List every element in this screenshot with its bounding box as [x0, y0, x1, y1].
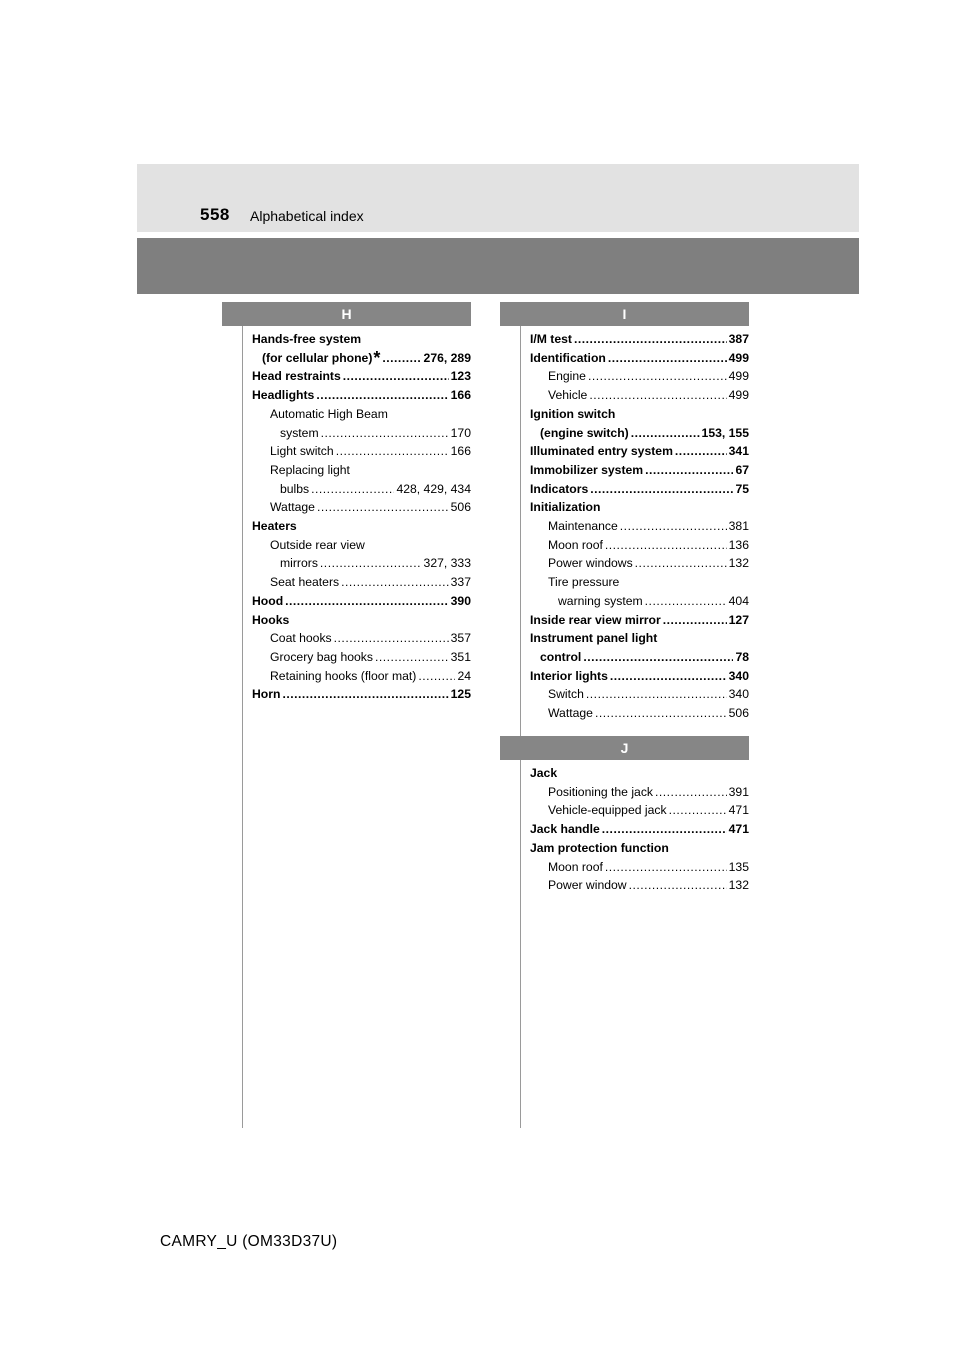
page-ref: 327, 333 [423, 556, 471, 571]
page-ref: 125 [450, 687, 471, 702]
page-ref: 340 [728, 687, 749, 702]
column-divider-left [242, 302, 243, 1128]
page-ref: 170 [450, 425, 471, 440]
entries-h [252, 326, 471, 704]
page-ref: 391 [728, 784, 749, 799]
index-entry: Jack handle ..... 471 [530, 820, 749, 839]
page-ref: 136 [728, 537, 749, 552]
page-ref: 341 [728, 444, 749, 459]
index-entry: Initialization [530, 500, 601, 515]
page-ref: 357 [450, 631, 471, 646]
index-entry: Hooks [252, 612, 290, 627]
index-subentry: Positioning the jack ..... 391 [530, 783, 749, 802]
index-subentry: Grocery bag hooks ..... 351 [252, 648, 471, 667]
page-ref: 75 [735, 481, 749, 496]
index-subentry: Power window ..... 132 [530, 876, 749, 895]
index-entry: Jam protection function [530, 840, 669, 855]
letter-header-i: I [500, 302, 749, 326]
index-entry: Illuminated entry system ..... 341 [530, 442, 749, 461]
index-subentry: Outside rear view [270, 537, 365, 552]
index-subentry: Automatic High Beam [270, 406, 388, 421]
index-entry: Head restraints ..... 123 [252, 367, 471, 386]
section-title: Alphabetical index [250, 208, 364, 224]
header-bar [137, 164, 859, 232]
page-ref: 132 [728, 556, 749, 571]
index-subentry: Switch ..... 340 [530, 685, 749, 704]
page-ref: 78 [735, 649, 749, 664]
page-ref: 428, 429, 434 [396, 481, 471, 496]
page-ref: 166 [450, 444, 471, 459]
index-subentry: mirrors ..... 327, 333 [252, 554, 471, 573]
index-entry: Inside rear view mirror ..... 127 [530, 611, 749, 630]
page-ref: 381 [728, 519, 749, 534]
index-subentry: bulbs ..... 428, 429, 434 [252, 480, 471, 499]
page-ref: 351 [450, 649, 471, 664]
column-divider-middle [520, 302, 521, 1128]
page-ref: 24 [457, 668, 471, 683]
index-column-j [530, 736, 749, 895]
index-entry: Indicators ..... 75 [530, 480, 749, 499]
index-subentry: Moon roof ..... 136 [530, 536, 749, 555]
index-entry: (for cellular phone) * ..... 276, 289 [252, 349, 471, 368]
index-subentry: Coat hooks ..... 357 [252, 629, 471, 648]
index-entry: Ignition switch [530, 406, 616, 421]
index-column-h [252, 302, 471, 704]
index-entry: control ..... 78 [530, 648, 749, 667]
index-entry: Headlights ..... 166 [252, 386, 471, 405]
index-entry: Instrument panel light [530, 631, 658, 646]
index-entry: (engine switch) ..... 153, 155 [530, 424, 749, 443]
page-ref: 390 [450, 593, 471, 608]
page-ref: 67 [735, 462, 749, 477]
index-entry: Heaters [252, 519, 297, 534]
index-subentry: warning system ..... 404 [530, 592, 749, 611]
page-ref: 499 [728, 350, 749, 365]
index-entry: Identification ..... 499 [530, 349, 749, 368]
index-subentry: system ..... 170 [252, 424, 471, 443]
page-ref: 166 [450, 388, 471, 403]
page-ref: 471 [728, 822, 749, 837]
page-ref: 276, 289 [423, 350, 471, 365]
index-entry: Hands-free system [252, 332, 362, 346]
index-subentry: Maintenance ..... 381 [530, 517, 749, 536]
index-subentry: Replacing light [270, 462, 350, 477]
index-entry: Immobilizer system ..... 67 [530, 461, 749, 480]
index-subentry: Engine ..... 499 [530, 367, 749, 386]
index-entry: Jack [530, 766, 558, 780]
page-ref: 135 [728, 859, 749, 874]
index-entry: Horn ..... 125 [252, 685, 471, 704]
letter-header-j: J [500, 736, 749, 760]
page-ref: 123 [450, 369, 471, 384]
page-ref: 337 [450, 575, 471, 590]
index-subentry: Light switch ..... 166 [252, 442, 471, 461]
index-subentry: Vehicle-equipped jack ..... 471 [530, 801, 749, 820]
page-ref: 499 [728, 388, 749, 403]
page-ref: 153, 155 [701, 425, 749, 440]
index-subentry: Seat heaters ..... 337 [252, 573, 471, 592]
index-entry: I/M test ..... 387 [530, 330, 749, 349]
index-subentry: Vehicle ..... 499 [530, 386, 749, 405]
page-ref: 506 [450, 500, 471, 515]
letter-header-h: H [222, 302, 471, 326]
page-ref: 506 [728, 706, 749, 721]
footer-model-code: CAMRY_U (OM33D37U) [160, 1233, 338, 1250]
page-ref: 127 [728, 612, 749, 627]
index-subentry: Power windows ..... 132 [530, 554, 749, 573]
index-entry: Hood ..... 390 [252, 592, 471, 611]
entries-j [530, 760, 749, 895]
index-subentry: Wattage ..... 506 [252, 498, 471, 517]
page-ref: 499 [728, 369, 749, 384]
header-band [137, 238, 859, 294]
index-subentry: Tire pressure [548, 575, 620, 590]
page-ref: 132 [728, 878, 749, 893]
index-subentry: Wattage ..... 506 [530, 704, 749, 723]
page-ref: 340 [728, 668, 749, 683]
page-ref: 471 [728, 803, 749, 818]
page-number: 558 [200, 205, 230, 224]
entries-i [530, 326, 749, 723]
index-entry: Interior lights ..... 340 [530, 667, 749, 686]
index-subentry: Retaining hooks (floor mat) ..... 24 [252, 667, 471, 686]
page-ref: 404 [728, 593, 749, 608]
page-ref: 387 [728, 332, 749, 346]
index-subentry: Moon roof ..... 135 [530, 858, 749, 877]
index-column-i [530, 302, 749, 723]
